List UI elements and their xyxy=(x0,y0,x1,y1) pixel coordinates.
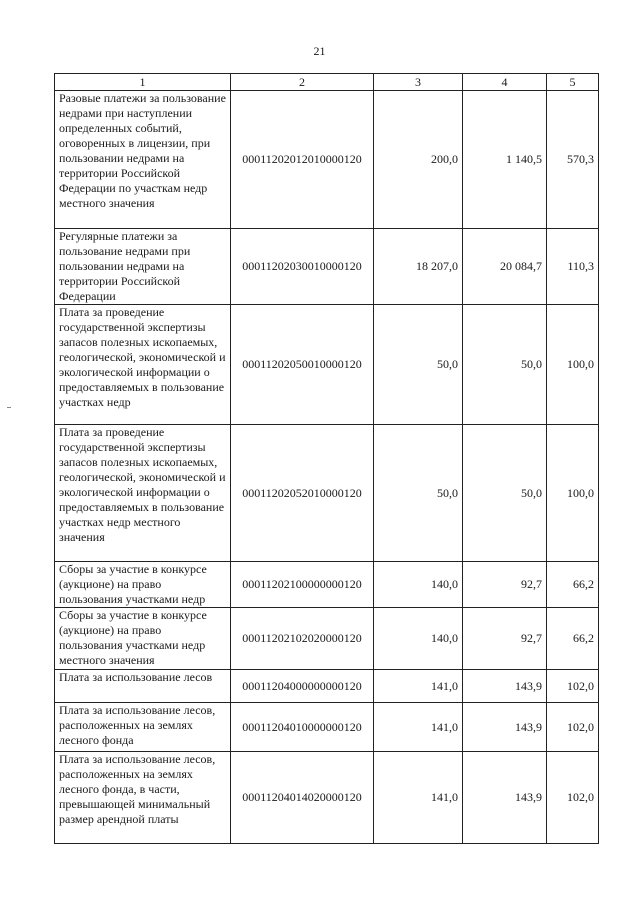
column-header-1: 1 xyxy=(55,74,231,91)
row-value-col5: 66,2 xyxy=(547,608,599,670)
row-code-cell: 00011204010000000120 xyxy=(231,703,374,752)
row-value-col3: 140,0 xyxy=(374,608,463,670)
column-header-4: 4 xyxy=(463,74,547,91)
row-value-col4: 50,0 xyxy=(463,305,547,425)
row-value-col3: 18 207,0 xyxy=(374,229,463,305)
row-name-cell: Сборы за участие в конкурсе (аукционе) на право пользования участками недр местного значения xyxy=(55,608,231,670)
row-name-cell: Плата за использование лесов, расположенных на землях лесного фонда, в части, превышающей минимальный размер арендной платы xyxy=(55,752,231,844)
row-name-cell: Плата за проведение государственной экспертизы запасов полезных ископаемых, геологической, экономической и экологической информации о предоставляемых в пользование участках недр местного значения xyxy=(55,425,231,562)
row-code-cell: 00011202030010000120 xyxy=(231,229,374,305)
table-row xyxy=(55,91,599,229)
row-name-cell: Разовые платежи за пользование недрами при наступлении определенных событий, оговоренных в лицензии, при пользовании недрами на территории Российской Федерации по участкам недр местного значения xyxy=(55,91,231,229)
table-row xyxy=(55,305,599,425)
table-row xyxy=(55,229,599,305)
row-value-col4: 143,9 xyxy=(463,703,547,752)
row-value-col3: 141,0 xyxy=(374,703,463,752)
header-row xyxy=(55,74,599,91)
column-header-3: 3 xyxy=(374,74,463,91)
row-value-col5: 100,0 xyxy=(547,305,599,425)
row-code-cell: 00011202100000000120 xyxy=(231,562,374,608)
row-code-cell: 00011204000000000120 xyxy=(231,670,374,703)
row-code-cell: 00011202012010000120 xyxy=(231,91,374,229)
row-name-cell: Плата за проведение государственной экспертизы запасов полезных ископаемых, геологической, экономической и экологической информации о предоставляемых в пользование участках недр xyxy=(55,305,231,425)
row-code-cell: 00011202052010000120 xyxy=(231,425,374,562)
row-value-col4: 92,7 xyxy=(463,608,547,670)
row-name-cell: Сборы за участие в конкурсе (аукционе) на право пользования участками недр xyxy=(55,562,231,608)
row-value-col3: 200,0 xyxy=(374,91,463,229)
table-row xyxy=(55,425,599,562)
row-value-col5: 570,3 xyxy=(547,91,599,229)
row-value-col3: 50,0 xyxy=(374,305,463,425)
row-value-col4: 20 084,7 xyxy=(463,229,547,305)
table-row xyxy=(55,670,599,703)
row-value-col5: 110,3 xyxy=(547,229,599,305)
column-header-5: 5 xyxy=(547,74,599,91)
table-row xyxy=(55,752,599,844)
row-value-col5: 102,0 xyxy=(547,670,599,703)
row-code-cell: 00011202050010000120 xyxy=(231,305,374,425)
page-number: 21 xyxy=(313,44,326,58)
row-code-cell: 00011204014020000120 xyxy=(231,752,374,844)
row-value-col4: 1 140,5 xyxy=(463,91,547,229)
row-value-col4: 143,9 xyxy=(463,670,547,703)
row-value-col3: 141,0 xyxy=(374,752,463,844)
row-name-cell: Регулярные платежи за пользование недрами при пользовании недрами на территории Российской Федерации xyxy=(55,229,231,305)
budget-table xyxy=(54,73,599,844)
row-name-cell: Плата за использование лесов xyxy=(55,670,231,703)
row-value-col4: 50,0 xyxy=(463,425,547,562)
row-value-col5: 66,2 xyxy=(547,562,599,608)
row-code-cell: 00011202102020000120 xyxy=(231,608,374,670)
row-value-col3: 50,0 xyxy=(374,425,463,562)
table-row xyxy=(55,608,599,670)
row-value-col5: 100,0 xyxy=(547,425,599,562)
table-row xyxy=(55,562,599,608)
row-name-cell: Плата за использование лесов, расположенных на землях лесного фонда xyxy=(55,703,231,752)
row-value-col5: 102,0 xyxy=(547,752,599,844)
margin-mark xyxy=(7,407,11,408)
column-header-2: 2 xyxy=(231,74,374,91)
row-value-col4: 143,9 xyxy=(463,752,547,844)
row-value-col5: 102,0 xyxy=(547,703,599,752)
table-row xyxy=(55,703,599,752)
row-value-col3: 141,0 xyxy=(374,670,463,703)
row-value-col4: 92,7 xyxy=(463,562,547,608)
row-value-col3: 140,0 xyxy=(374,562,463,608)
